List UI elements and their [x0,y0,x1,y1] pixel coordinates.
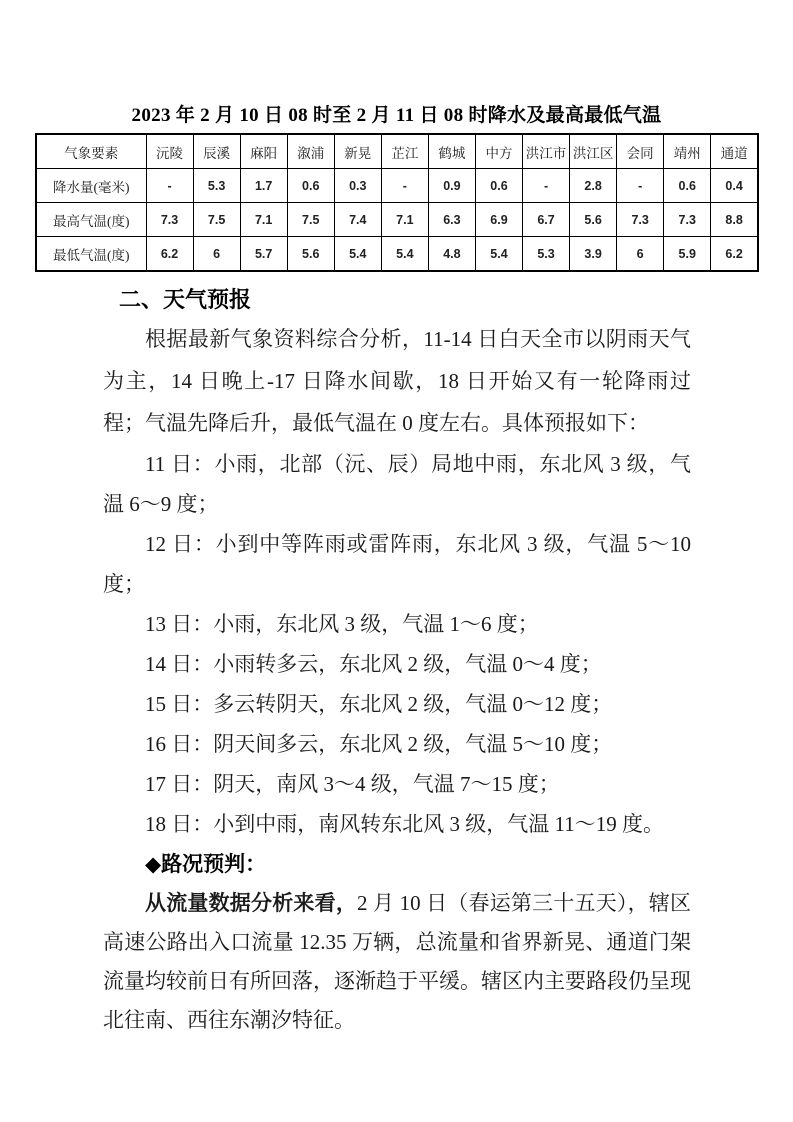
weather-table [35,133,759,272]
table-title: 2023 年 2 月 10 日 08 时至 2 月 11 日 08 时降水及最高最低气温 [131,105,662,126]
row-label: 降水量(毫米) [36,169,146,203]
table-header-cell: 麻阳 [240,134,287,169]
table-cell: 2.8 [570,169,617,203]
forecast-day-13: 13 日：小雨，东北风 3 级，气温 1～6 度； [145,612,539,636]
table-header-cell: 洪江区 [570,134,617,169]
table-cell: 6.3 [428,203,475,237]
table-cell: 5.6 [287,237,334,272]
forecast-section [103,286,691,1040]
table-header-cell: 鹤城 [428,134,475,169]
table-cell: 4.8 [428,237,475,272]
table-header-cell: 靖州 [664,134,711,169]
table-cell: - [523,169,570,203]
table-cell: 5.3 [193,169,240,203]
table-row [36,237,758,272]
table-cell: - [617,169,664,203]
table-cell: 5.3 [523,237,570,272]
table-cell: 7.4 [334,203,381,237]
table-header-cell: 会同 [617,134,664,169]
table-header-cell: 通道 [711,134,758,169]
table-cell: 5.4 [381,237,428,272]
table-cell: 0.4 [711,169,758,203]
table-cell: 8.8 [711,203,758,237]
table-header-cell: 芷江 [381,134,428,169]
table-cell: 0.9 [428,169,475,203]
table-header-cell: 新晃 [334,134,381,169]
diamond-bullet-icon: ◆ [145,852,162,876]
table-cell: 3.9 [570,237,617,272]
table-cell: - [146,169,193,203]
forecast-day-14: 14 日：小雨转多云，东北风 2 级，气温 0～4 度； [145,652,602,676]
table-cell: 7.3 [617,203,664,237]
road-paragraph-lead: 从流量数据分析来看， [145,891,358,915]
table-cell: 5.7 [240,237,287,272]
table-cell: 6.9 [475,203,522,237]
table-cell: 0.6 [287,169,334,203]
row-label: 最高气温(度) [36,203,146,237]
table-cell: 0.6 [664,169,711,203]
row-label: 最低气温(度) [36,237,146,272]
table-cell: 5.6 [570,203,617,237]
table-cell: - [381,169,428,203]
table-cell: 0.6 [475,169,522,203]
table-cell: 1.7 [240,169,287,203]
forecast-day-16: 16 日：阴天间多云，东北风 2 级，气温 5～10 度； [145,732,613,756]
table-cell: 7.3 [664,203,711,237]
table-cell: 5.9 [664,237,711,272]
table-header-cell: 沅陵 [146,134,193,169]
table-cell: 6 [193,237,240,272]
table-header-cell: 溆浦 [287,134,334,169]
forecast-day-18: 18 日：小到中雨，南风转东北风 3 级，气温 11～19 度。 [145,812,664,836]
table-cell: 7.3 [146,203,193,237]
forecast-day-12: 12 日：小到中等阵雨或雷阵雨，东北风 3 级，气温 5～10 度； [103,532,691,596]
table-header-cell: 气象要素 [36,134,146,169]
forecast-intro-paragraph: 根据最新气象资料综合分析，11-14 日白天全市以阴雨天气为主，14 日晚上-17 日降水间歇，18 日开始又有一轮降雨过程；气温先降后升，最低气温在 0 度左右。具体预报如下： [103,327,691,435]
table-cell: 7.5 [287,203,334,237]
table-header-cell: 辰溪 [193,134,240,169]
table-row [36,169,758,203]
table-header-row [36,134,758,169]
table-cell: 7.1 [240,203,287,237]
road-condition-heading [103,844,691,884]
table-cell: 5.4 [475,237,522,272]
table-cell: 6 [617,237,664,272]
table-cell: 0.3 [334,169,381,203]
forecast-day-17: 17 日：阴天，南风 3～4 级，气温 7～15 度； [145,772,560,796]
table-header-cell: 洪江市 [523,134,570,169]
table-header-cell: 中方 [475,134,522,169]
table-cell: 6.2 [146,237,193,272]
table-cell: 6.2 [711,237,758,272]
forecast-day-11: 11 日：小雨，北部（沅、辰）局地中雨，东北风 3 级，气温 6～9 度； [103,452,691,516]
section-heading-weather-forecast: 二、天气预报 [119,287,252,312]
table-row [36,203,758,237]
road-heading-label: 路况预判： [161,852,267,876]
road-condition-paragraph [103,884,691,1040]
table-cell: 7.5 [193,203,240,237]
table-cell: 7.1 [381,203,428,237]
table-cell: 6.7 [523,203,570,237]
forecast-day-15: 15 日：多云转阴天，东北风 2 级，气温 0～12 度； [145,692,613,716]
table-cell: 5.4 [334,237,381,272]
road-paragraph-body: 2 月 10 日（春运第三十五天），辖区高速公路出入口流量 12.35 万辆，总流量和省界新晃、通道门架流量均较前日有所回落，逐渐趋于平缓。辖区内主要路段仍呈现北往南、西往东潮汐特征。 [103,891,692,1032]
